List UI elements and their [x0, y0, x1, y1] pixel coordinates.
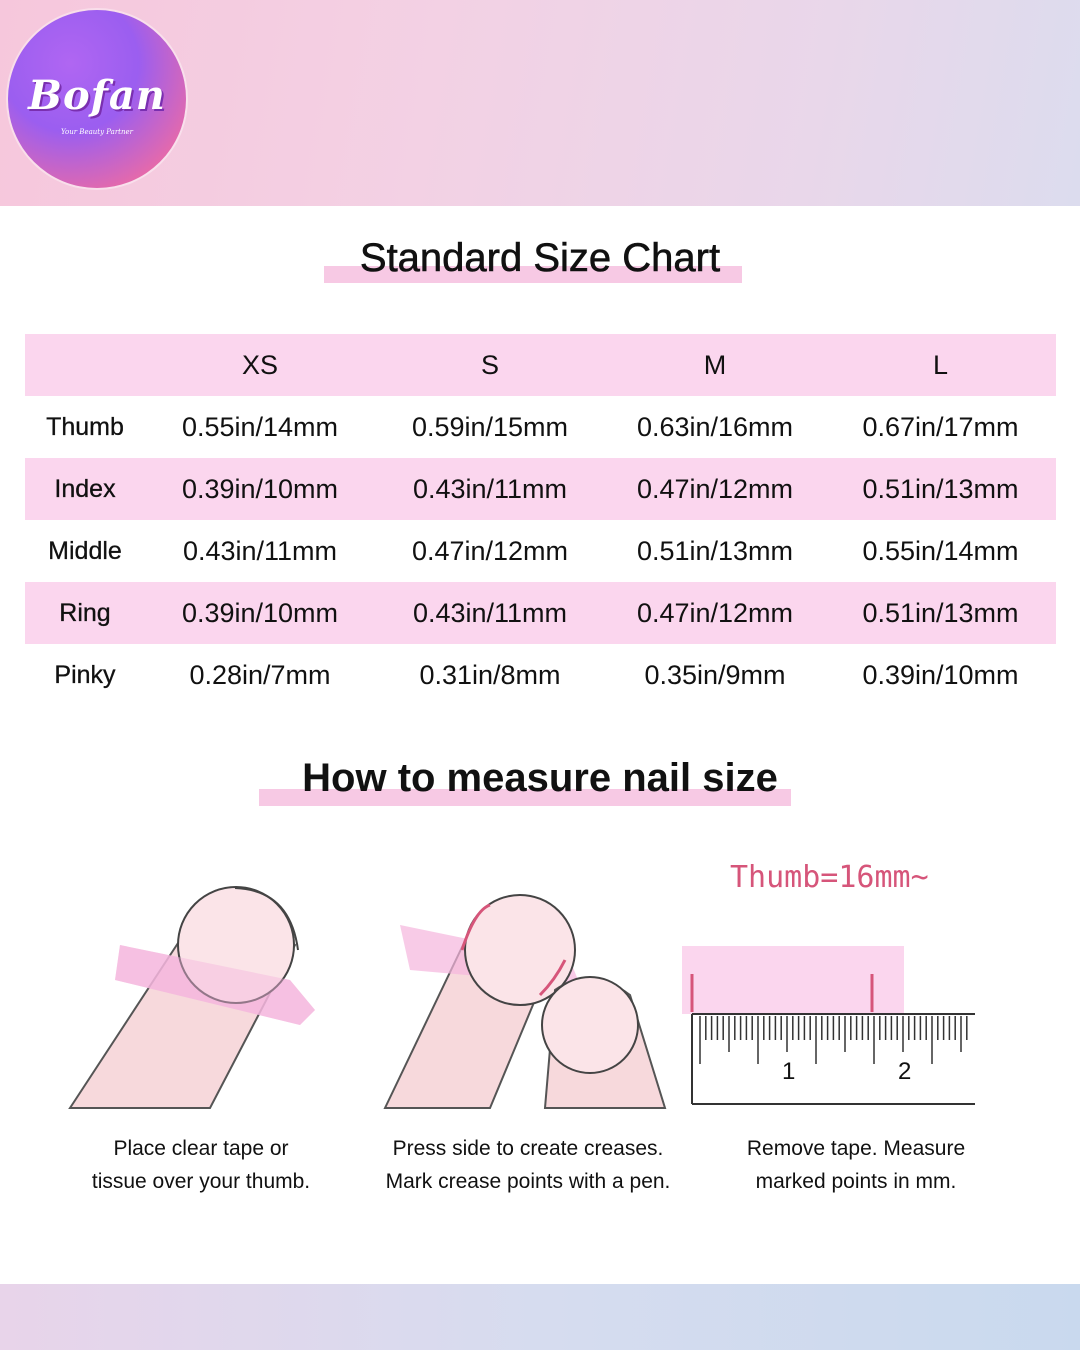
size-value: 0.51in/13mm [862, 473, 1019, 504]
step-3-line-1: Remove tape. Measure [746, 1137, 966, 1160]
size-chart-title: Standard Size Chart [359, 236, 721, 280]
size-value: 0.43in/11mm [412, 473, 568, 504]
size-value: 0.47in/12mm [636, 597, 794, 628]
header-cell-l: L [932, 349, 949, 380]
step-1-line-1: Place clear tape or [113, 1137, 289, 1160]
size-value: 0.47in/12mm [636, 473, 794, 504]
table-row [25, 644, 1056, 706]
size-value: 0.39in/10mm [181, 597, 339, 628]
size-value: 0.51in/13mm [862, 597, 1019, 628]
finger-label: Middle [48, 536, 122, 565]
size-value: 0.47in/12mm [411, 535, 569, 566]
size-value: 0.43in/11mm [182, 535, 338, 566]
size-value: 0.63in/16mm [636, 411, 794, 442]
step-2-line-1: Press side to create creases. [392, 1137, 664, 1160]
size-value: 0.55in/14mm [862, 535, 1019, 566]
table-header-row [25, 334, 1056, 396]
header-cell-empty [25, 334, 145, 396]
step-3-caption [716, 1132, 996, 1198]
size-value: 0.31in/8mm [419, 659, 561, 690]
size-value: 0.39in/10mm [862, 659, 1019, 690]
footer-band [0, 1284, 1080, 1350]
ruler-label-2: 2 [898, 1058, 912, 1085]
step-2-line-2: Mark crease points with a pen. [385, 1170, 671, 1193]
header-cell-xs: XS [241, 349, 279, 380]
logo-text: Bofan [28, 72, 166, 119]
finger-label: Pinky [54, 660, 116, 689]
ruler-label-1: 1 [782, 1058, 796, 1085]
step-1-caption [60, 1132, 342, 1198]
size-value: 0.51in/13mm [636, 535, 794, 566]
finger-label: Thumb [46, 412, 124, 441]
table-row [25, 458, 1056, 520]
finger-label: Ring [59, 598, 111, 627]
table-row [25, 582, 1056, 644]
size-value: 0.39in/10mm [181, 473, 339, 504]
size-value: 0.43in/11mm [412, 597, 568, 628]
header-cell-s: S [480, 349, 499, 380]
step-1-line-2: tissue over your thumb. [91, 1170, 311, 1193]
logo-tagline: Your Beauty Partner [61, 128, 133, 136]
step-2-caption [348, 1132, 708, 1198]
measure-title: How to measure nail size [302, 756, 778, 800]
finger-label: Index [54, 474, 116, 503]
size-value: 0.55in/14mm [181, 411, 339, 442]
crease-press-illustration [380, 880, 670, 1112]
brand-logo [8, 10, 186, 188]
thumb-measurement-note: Thumb=16mm~ [730, 860, 929, 895]
size-value: 0.28in/7mm [189, 659, 331, 690]
header-cell-m: M [703, 349, 727, 380]
size-value: 0.35in/9mm [644, 659, 786, 690]
size-value: 0.67in/17mm [862, 411, 1019, 442]
ruler-illustration [680, 944, 980, 1110]
step-3-line-2: marked points in mm. [755, 1170, 957, 1193]
size-table [25, 334, 1056, 706]
thumb-tape-illustration [60, 880, 330, 1112]
table-row [25, 520, 1056, 582]
size-value: 0.59in/15mm [411, 411, 569, 442]
table-row [25, 396, 1056, 458]
